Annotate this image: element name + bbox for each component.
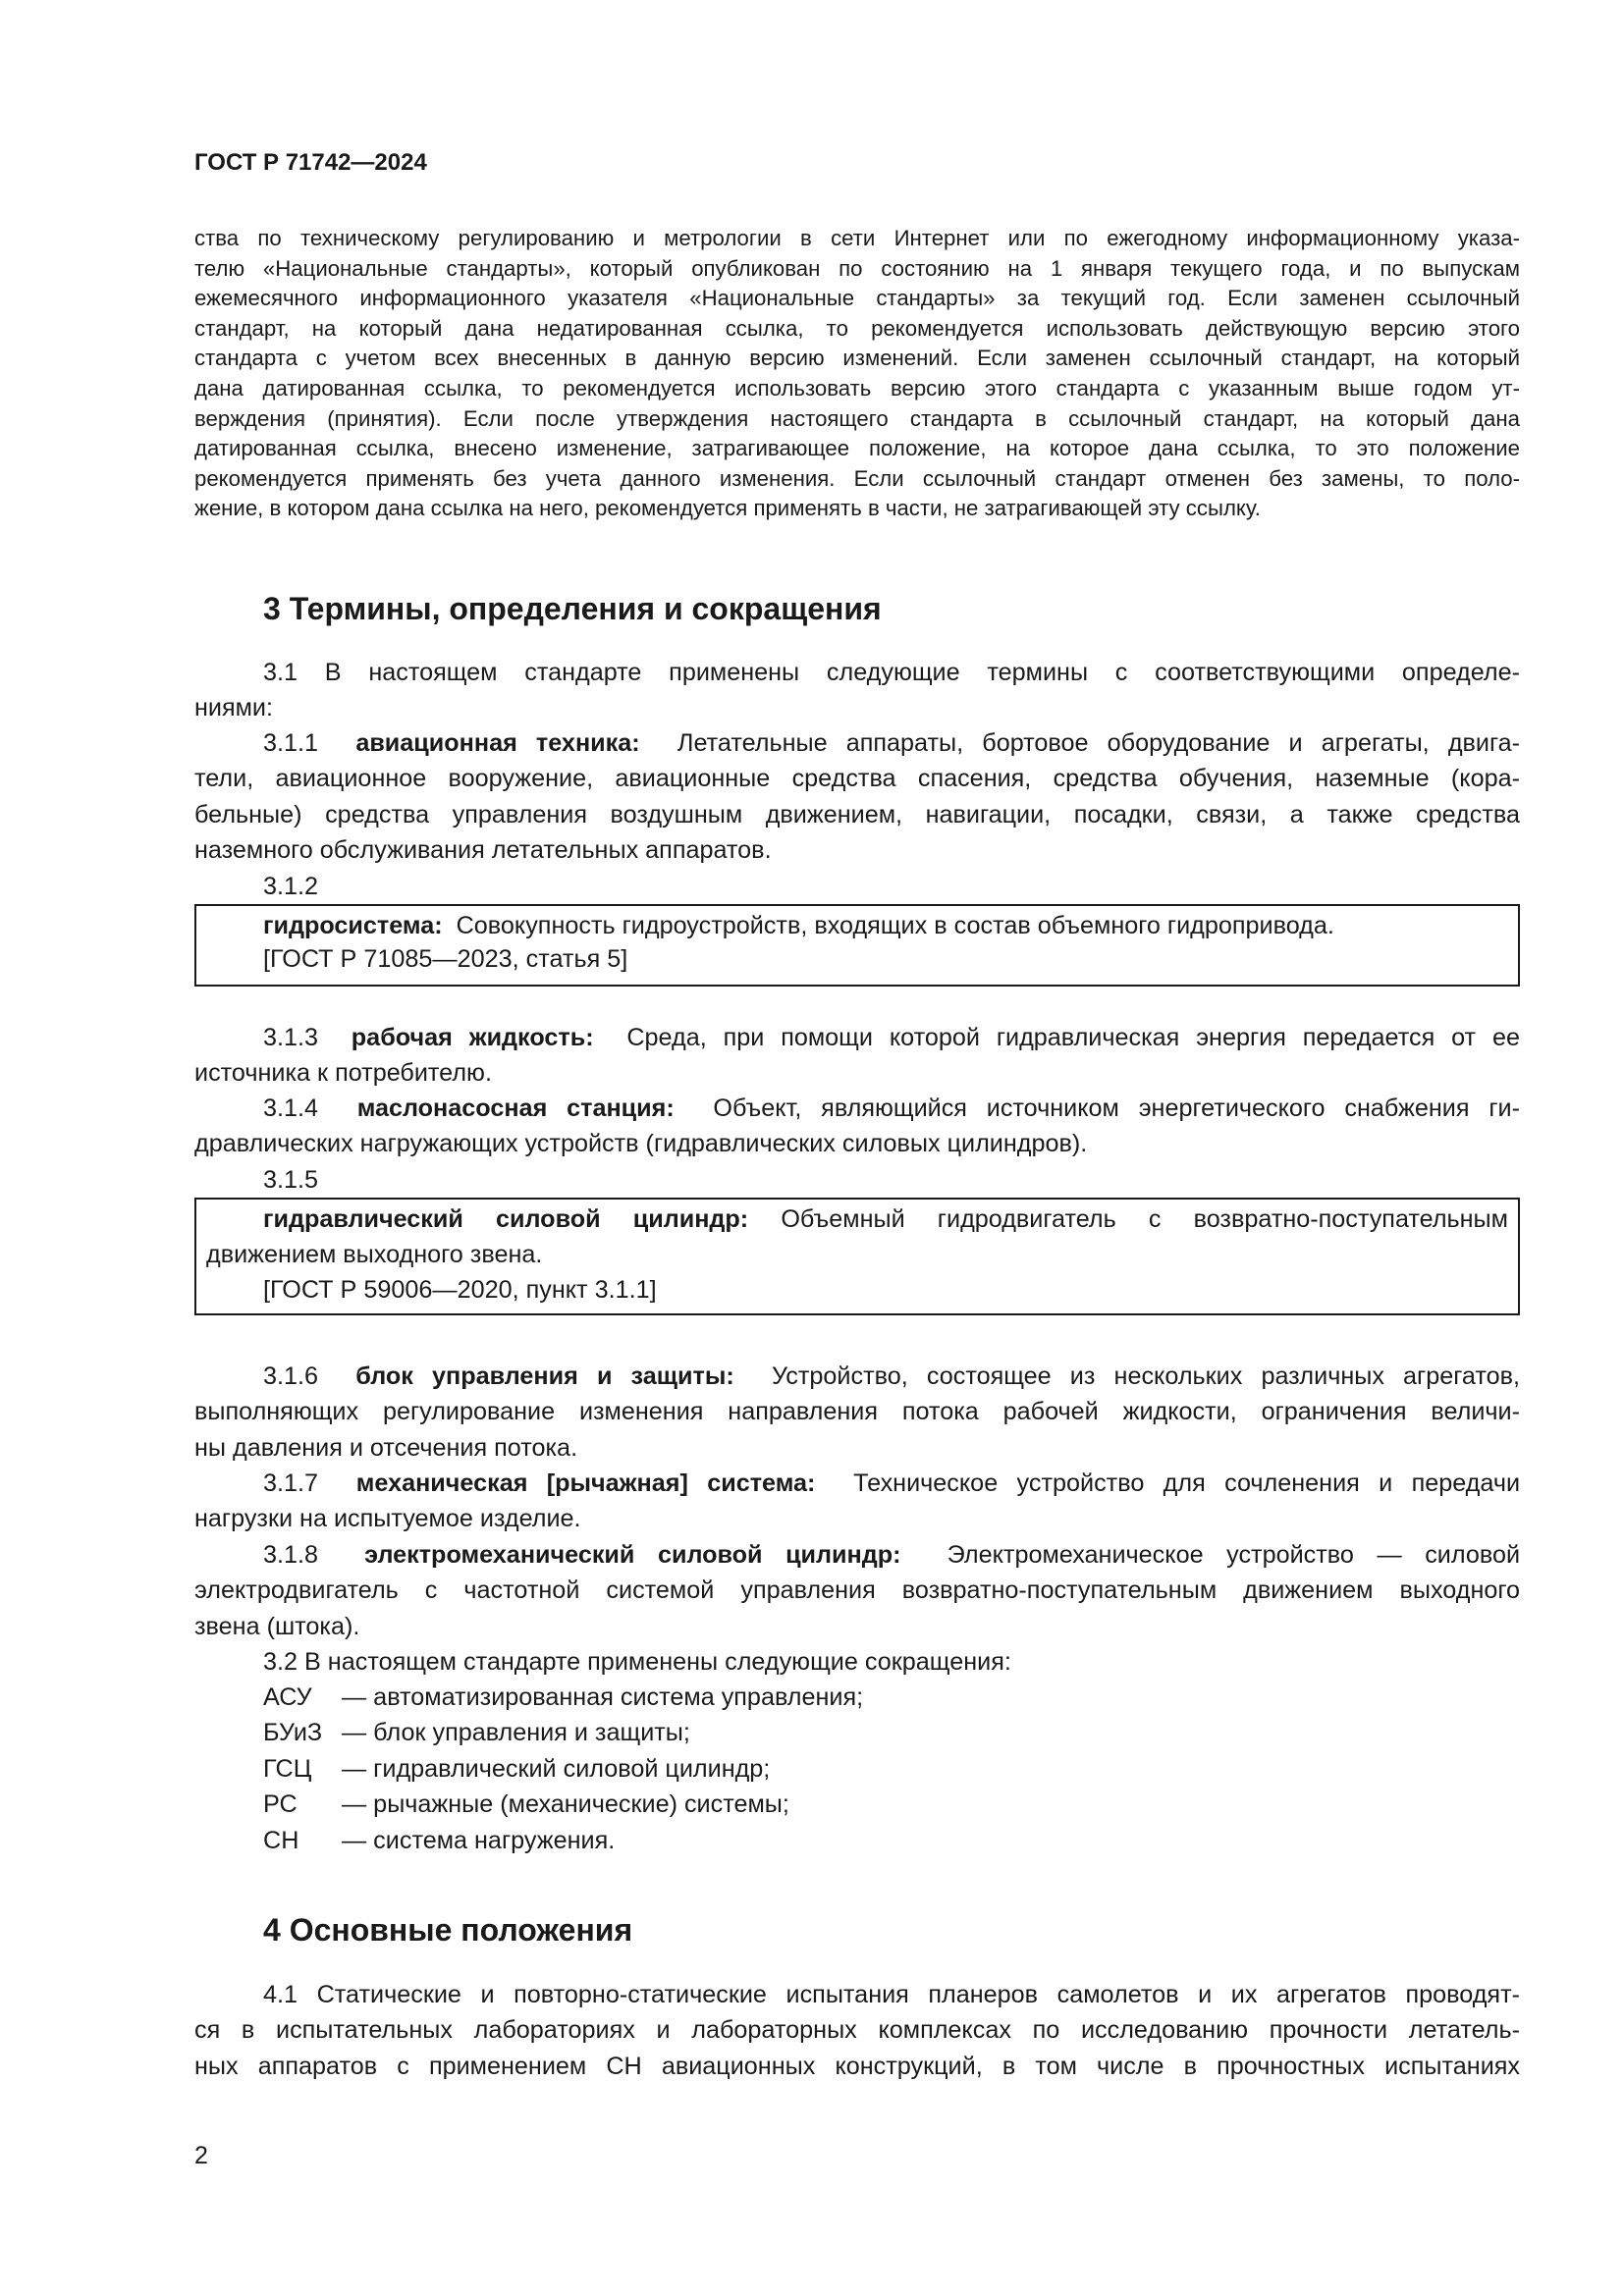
term-first-line (263, 908, 1334, 943)
term-source: [ГОСТ Р 59006—2020, пункт 3.1.1] (263, 1276, 657, 1304)
term-line: звена (штока). (194, 1612, 360, 1640)
abbreviation-code: АСУ (263, 1683, 312, 1711)
intro-line: стандарт, на который дана недатированная ссылка, то рекомендуется использовать действующую версию этого (194, 315, 1520, 341)
intro-line: датированная ссылка, внесено изменение, затрагивающее положение, на которое дана ссылка, то это положение (194, 436, 1520, 461)
term-definition: Совокупность гидроустройств, входящих в состав объемного гидропривода. (456, 912, 1334, 939)
term-definition: Техническое устройство для сочленения и передачи (853, 1469, 1521, 1497)
term-first-line (194, 1359, 1520, 1394)
intro-line: стандарта с учетом всех внесенных в данную версию изменений. Если заменен ссылочный стандарт, на который (194, 346, 1520, 371)
term-first-line (194, 1466, 1520, 1501)
term-number-3-1-5: 3.1.5 (263, 1166, 319, 1194)
term-name: механическая [рычажная] система: (355, 1469, 816, 1497)
paragraph-line: ных аппаратов с применением СН авиационных конструкций, в том числе в прочностных испытаниях (194, 2052, 1520, 2080)
term-number: 3.1.3 (263, 1024, 319, 1051)
term-first-line (194, 1020, 1520, 1055)
term-3-1-1 (194, 725, 1520, 869)
abbreviation-code: РС (263, 1790, 298, 1818)
term-definition: Среда, при помощи которой гидравлическая энергия передается от ее (626, 1024, 1520, 1051)
term-line: электродвигатель с частотной системой управления возвратно-поступательным движением выходного (194, 1576, 1520, 1605)
abbreviation-text: — система нагружения. (342, 1827, 616, 1854)
paragraph-line: ся в испытательных лабораториях и лабораторных комплексах по исследованию прочности летатель- (194, 2016, 1520, 2045)
paragraph-line: 3.1 В настоящем стандарте применены следующие термины с соответствующими определе- (263, 659, 1520, 686)
term-3-1-8 (194, 1537, 1520, 1644)
section-3-heading: 3 Термины, определения и сокращения (263, 591, 882, 626)
paragraph-3-2: 3.2 В настоящем стандарте применены следующие сокращения: (263, 1648, 1011, 1676)
term-3-1-5-box (194, 1198, 1520, 1315)
term-line: дравлических нагружающих устройств (гидравлических силовых цилиндров). (194, 1130, 1088, 1158)
term-line: тели, авиационное вооружение, авиационные средства спасения, средства обучения, наземные (кора- (194, 765, 1520, 793)
term-line: источника к потребителю. (194, 1059, 492, 1088)
term-name: гидравлический силовой цилиндр: (263, 1205, 749, 1233)
term-definition: Электромеханическое устройство — силовой (947, 1541, 1521, 1569)
term-3-1-3 (194, 1020, 1520, 1092)
term-definition: Объемный гидродвигатель с возвратно-поступательным (781, 1205, 1508, 1233)
term-name: рабочая жидкость: (351, 1024, 594, 1051)
term-first-line (263, 1201, 1508, 1237)
page-number: 2 (194, 2142, 208, 2169)
abbreviation-item (263, 1751, 770, 1787)
term-source: [ГОСТ Р 71085—2023, статья 5] (263, 945, 628, 973)
paragraph-line: ниями: (194, 694, 274, 722)
term-first-line (194, 1091, 1520, 1126)
section-4-heading: 4 Основные положения (263, 1912, 633, 1948)
term-3-1-7 (194, 1466, 1520, 1537)
abbreviation-item (263, 1787, 789, 1822)
abbreviation-text: — блок управления и защиты; (342, 1719, 690, 1746)
intro-line: телю «Национальные стандарты», который опубликован по состоянию на 1 января текущего года, и по выпускам (194, 255, 1520, 281)
term-line: выполняющих регулирование изменения направления потока рабочей жидкости, ограничения величи- (194, 1398, 1520, 1426)
intro-line: рекомендуется применять без учета данного изменения. Если ссылочный стандарт отменен без замены, то поло- (194, 465, 1520, 491)
term-line: наземного обслуживания летательных аппаратов. (194, 836, 772, 865)
term-line: нагрузки на испытуемое изделие. (194, 1505, 581, 1533)
paragraph-4-1 (194, 1977, 1520, 2084)
term-3-1-6 (194, 1359, 1520, 1466)
intro-paragraph (194, 224, 1520, 524)
abbreviation-item (263, 1823, 615, 1858)
term-number: 3.1.1 (263, 729, 319, 757)
intro-line: ства по техническому регулированию и метрологии в сети Интернет или по ежегодному информационному указа- (194, 226, 1520, 250)
paragraph-3-1 (194, 655, 1520, 726)
term-number: 3.1.7 (263, 1469, 319, 1497)
term-number: 3.1.4 (263, 1095, 319, 1122)
term-name: блок управления и защиты: (355, 1362, 734, 1390)
term-number-3-1-2: 3.1.2 (263, 873, 319, 900)
term-first-line (194, 725, 1520, 761)
abbreviation-item (263, 1715, 690, 1750)
document-header: ГОСТ Р 71742—2024 (194, 149, 427, 176)
paragraph-line: 4.1 Статические и повторно-статические испытания планеров самолетов и их агрегатов проводят- (263, 1981, 1520, 2008)
intro-line: жение, в котором дана ссылка на него, рекомендуется применять в части, не затрагивающей эту ссылку. (194, 496, 1261, 521)
intro-line: ежемесячного информационного указателя «Национальные стандарты» за текущий год. Если заменен ссылочный (194, 286, 1520, 311)
term-definition: Объект, являющийся источником энергетического снабжения ги- (713, 1095, 1520, 1122)
term-3-1-2-box (194, 904, 1520, 987)
term-name: гидросистема: (263, 912, 443, 939)
abbreviation-text: — автоматизированная система управления; (342, 1683, 864, 1711)
term-line: движением выходного звена. (206, 1241, 543, 1268)
term-number: 3.1.6 (263, 1362, 319, 1390)
term-definition: Устройство, состоящее из нескольких различных агрегатов, (771, 1362, 1520, 1390)
term-3-1-4 (194, 1091, 1520, 1162)
abbreviation-text: — гидравлический силовой цилиндр; (342, 1755, 771, 1783)
term-first-line (194, 1537, 1520, 1573)
term-definition: Летательные аппараты, бортовое оборудование и агрегаты, двига- (677, 729, 1520, 757)
abbreviation-text: — рычажные (механические) системы; (342, 1790, 789, 1818)
abbreviation-code: СН (263, 1827, 299, 1854)
abbreviation-code: ГСЦ (263, 1755, 312, 1783)
abbreviation-item (263, 1680, 863, 1715)
term-line: бельные) средства управления воздушным движением, навигации, посадки, связи, а также средства (194, 800, 1520, 828)
term-number: 3.1.8 (263, 1541, 319, 1569)
term-name: маслонасосная станция: (356, 1095, 675, 1122)
intro-line: верждения (принятия). Если после утверждения настоящего стандарта в ссылочный стандарт, на который дана (194, 405, 1520, 431)
term-line: ны давления и отсечения потока. (194, 1433, 578, 1462)
term-name: авиационная техника: (355, 729, 640, 757)
intro-line: дана датированная ссылка, то рекомендуется использовать версию этого стандарта с указанным выше годом ут- (194, 375, 1520, 400)
abbreviation-code: БУиЗ (263, 1719, 323, 1746)
term-name: электромеханический силовой цилиндр: (364, 1541, 901, 1569)
